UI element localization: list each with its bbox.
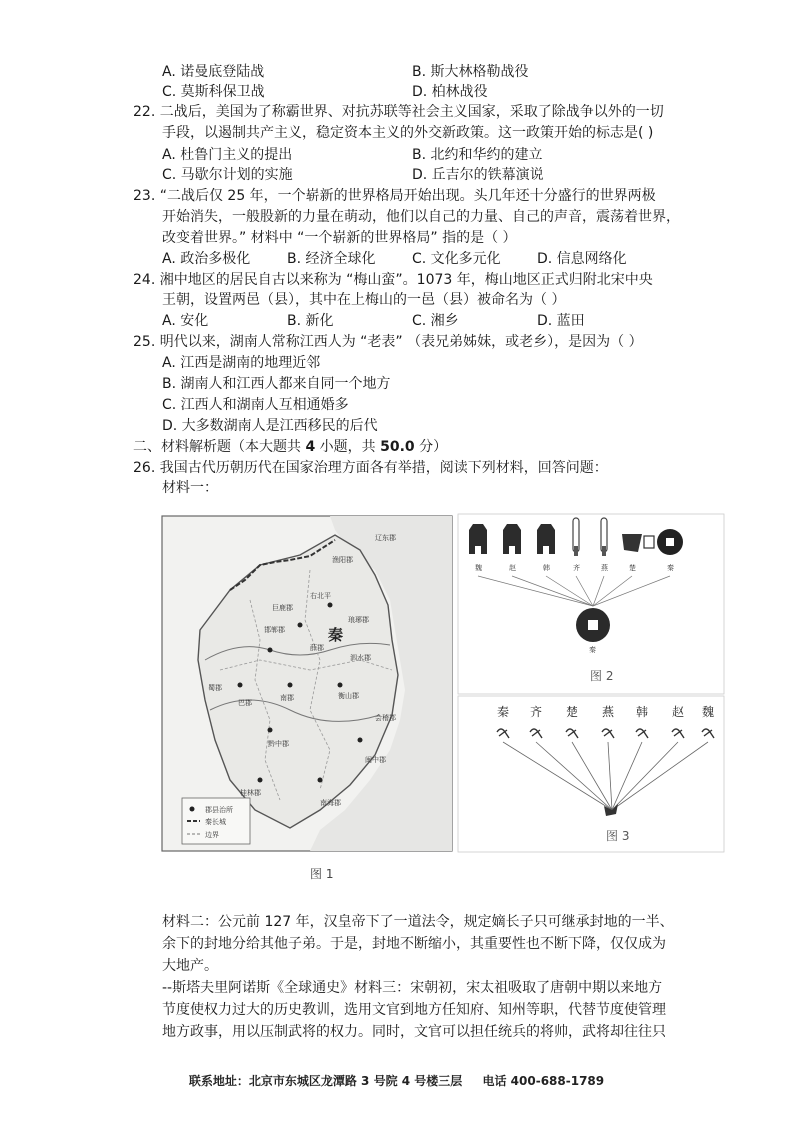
map-label-8: 蜀郡 xyxy=(208,684,222,692)
section2-prefix: 二、材料解析题（本大题共 xyxy=(133,439,306,455)
fig3-caption: 图 3 xyxy=(606,829,630,843)
q25-option-b: B. 湖南人和江西人都来自同一个地方 xyxy=(162,376,391,392)
map-label-2: 右北平 xyxy=(310,592,331,600)
material3-line3: 地方政事，用以压制武将的权力。同时，文官可以担任统兵的将帅，武将却往往只 xyxy=(162,1024,666,1040)
legend-wall: 秦长城 xyxy=(205,818,226,826)
material2-line2: 余下的封地分给其他子弟。于是，封地不断缩小，其重要性也不断下降，仅仅成为 xyxy=(162,936,666,952)
fig2-frame xyxy=(458,514,724,694)
map-label-4: 邯郸郡 xyxy=(264,626,285,634)
map-label-13: 闽中郡 xyxy=(365,756,386,764)
map-label-0: 辽东郡 xyxy=(375,534,396,542)
map-label-9: 巴郡 xyxy=(238,699,252,707)
fig2-state-4: 燕 xyxy=(601,564,608,572)
fig2-caption: 图 2 xyxy=(590,669,614,683)
map-label-10: 黔中郡 xyxy=(268,740,289,748)
map-label-3: 巨鹿郡 xyxy=(272,604,293,612)
legend-symbol-city xyxy=(190,807,195,812)
q23-stem-line3: 改变着世界。” 材料中 “一个崭新的世界格局” 指的是（ ） xyxy=(162,230,517,246)
material1-figures xyxy=(160,510,726,890)
map-main-label: 秦 xyxy=(328,626,344,644)
fig3-state-0: 秦 xyxy=(497,705,510,719)
section2-count: 4 xyxy=(305,439,316,455)
footer-address: 联系地址：北京市东城区龙潭路 3 号院 4 号楼三层 xyxy=(188,1074,463,1088)
map-label-1: 渔阳郡 xyxy=(332,556,353,564)
fig1-caption: 图 1 xyxy=(310,867,334,881)
fig2-state-2: 韩 xyxy=(543,564,550,572)
figures-svg xyxy=(160,510,726,890)
fig3-state-1: 齐 xyxy=(530,705,543,719)
q25-option-a: A. 江西是湖南的地理近邻 xyxy=(162,355,321,371)
map-label-12: 衡山郡 xyxy=(338,692,359,700)
fig2-state-0: 魏 xyxy=(475,564,482,572)
section2-heading xyxy=(133,437,447,457)
map-label-11: 南郡 xyxy=(280,694,294,702)
q24-stem-line2: 王朝，设置两邑（县），其中在上梅山的一邑（县）被命名为（ ） xyxy=(162,292,566,308)
q21-option-d: D. 柏林战役 xyxy=(412,84,488,100)
map-label-5: 琅琊郡 xyxy=(348,616,369,624)
q22-option-c: C. 马歇尔计划的实施 xyxy=(162,167,293,183)
fig3-state-5: 赵 xyxy=(672,705,685,719)
q23-option-c: C. 文化多元化 xyxy=(412,251,501,267)
map-label-6: 薛郡 xyxy=(310,644,324,652)
page-footer xyxy=(0,1072,793,1089)
q22-option-d: D. 丘吉尔的铁幕演说 xyxy=(412,167,544,183)
q24-option-d: D. 蓝田 xyxy=(537,313,585,329)
section2-score: 50.0 xyxy=(380,439,415,455)
q23-option-b: B. 经济全球化 xyxy=(287,251,376,267)
material3-line2: 节度使权力过大的历史教训，选用文官到地方任知府、知州等职，代替节度使管理 xyxy=(162,1002,666,1018)
q26-stem: 26. 我国古代历朝历代在国家治理方面各有举措，阅读下列材料，回答问题： xyxy=(133,460,608,476)
fig2-state-1: 赵 xyxy=(509,564,516,572)
fig3-state-2: 楚 xyxy=(566,705,579,719)
q22-stem-line2: 手段，以遏制共产主义，稳定资本主义的外交新政策。这一政策开始的标志是( ) xyxy=(162,125,654,141)
fig2-state-6: 秦 xyxy=(667,564,674,572)
map-label-7: 泗水郡 xyxy=(350,654,371,662)
q23-stem-line1: 23. “二战后仅 25 年，一个崭新的世界格局开始出现。头几年还十分盛行的世界两极 xyxy=(133,188,656,204)
map-label-16: 会稽郡 xyxy=(375,714,396,722)
q24-option-b: B. 新化 xyxy=(287,313,334,329)
fig2-state-5: 楚 xyxy=(629,564,636,572)
q23-option-a: A. 政治多极化 xyxy=(162,251,251,267)
q25-option-c: C. 江西人和湖南人互相通婚多 xyxy=(162,397,349,413)
q24-stem-line1: 24. 湘中地区的居民自古以来称为 “梅山蛮”。1073 年，梅山地区正式归附北宋中央 xyxy=(133,272,653,288)
fig2-result-label: 秦 xyxy=(589,646,596,654)
material1-label: 材料一： xyxy=(162,480,218,496)
q21-option-a: A. 诺曼底登陆战 xyxy=(162,64,265,80)
q25-stem: 25. 明代以来，湖南人常称江西人为 “老表” （表兄弟姊妹，或老乡），是因为（ ） xyxy=(133,334,643,350)
q24-option-a: A. 安化 xyxy=(162,313,209,329)
q23-stem-line2: 开始消失，一般股新的力量在萌动，他们以自己的力量、自己的声音，震荡着世界， xyxy=(162,209,680,225)
q22-option-a: A. 杜鲁门主义的提出 xyxy=(162,147,293,163)
q23-option-d: D. 信息网络化 xyxy=(537,251,627,267)
q22-stem-line1: 22. 二战后，美国为了称霸世界、对抗苏联等社会主义国家，采取了除战争以外的一切 xyxy=(133,104,664,120)
legend-city: 郡县治所 xyxy=(205,806,233,814)
map-label-15: 南海郡 xyxy=(320,799,341,807)
fig3-state-4: 韩 xyxy=(636,705,649,719)
material3-line1: --斯塔夫里阿诺斯《全球通史》材料三：宋朝初，宋太祖吸取了唐朝中期以来地方 xyxy=(162,980,663,996)
q21-option-c: C. 莫斯科保卫战 xyxy=(162,84,265,100)
section2-mid: 小题，共 xyxy=(315,439,381,455)
q24-option-c: C. 湘乡 xyxy=(412,313,459,329)
fig2-state-3: 齐 xyxy=(573,564,580,572)
q25-option-d: D. 大多数湖南人是江西移民的后代 xyxy=(162,418,378,434)
material2-line1: 材料二：公元前 127 年，汉皇帝下了一道法令，规定嫡长子只可继承封地的一半、 xyxy=(162,914,674,930)
fig3-state-6: 魏 xyxy=(702,705,715,719)
footer-phone: 电话 400-688-1789 xyxy=(482,1074,605,1088)
q22-option-b: B. 北约和华约的建立 xyxy=(412,147,543,163)
fig3-state-3: 燕 xyxy=(602,705,615,719)
fig2-unified-coin-hole xyxy=(588,620,598,630)
map-label-14: 桂林郡 xyxy=(240,789,261,797)
q21-option-b: B. 斯大林格勒战役 xyxy=(412,64,529,80)
material2-line3: 大地产。 xyxy=(162,958,218,974)
section2-suffix: 分） xyxy=(414,439,448,455)
legend-border: 边界 xyxy=(205,831,219,839)
